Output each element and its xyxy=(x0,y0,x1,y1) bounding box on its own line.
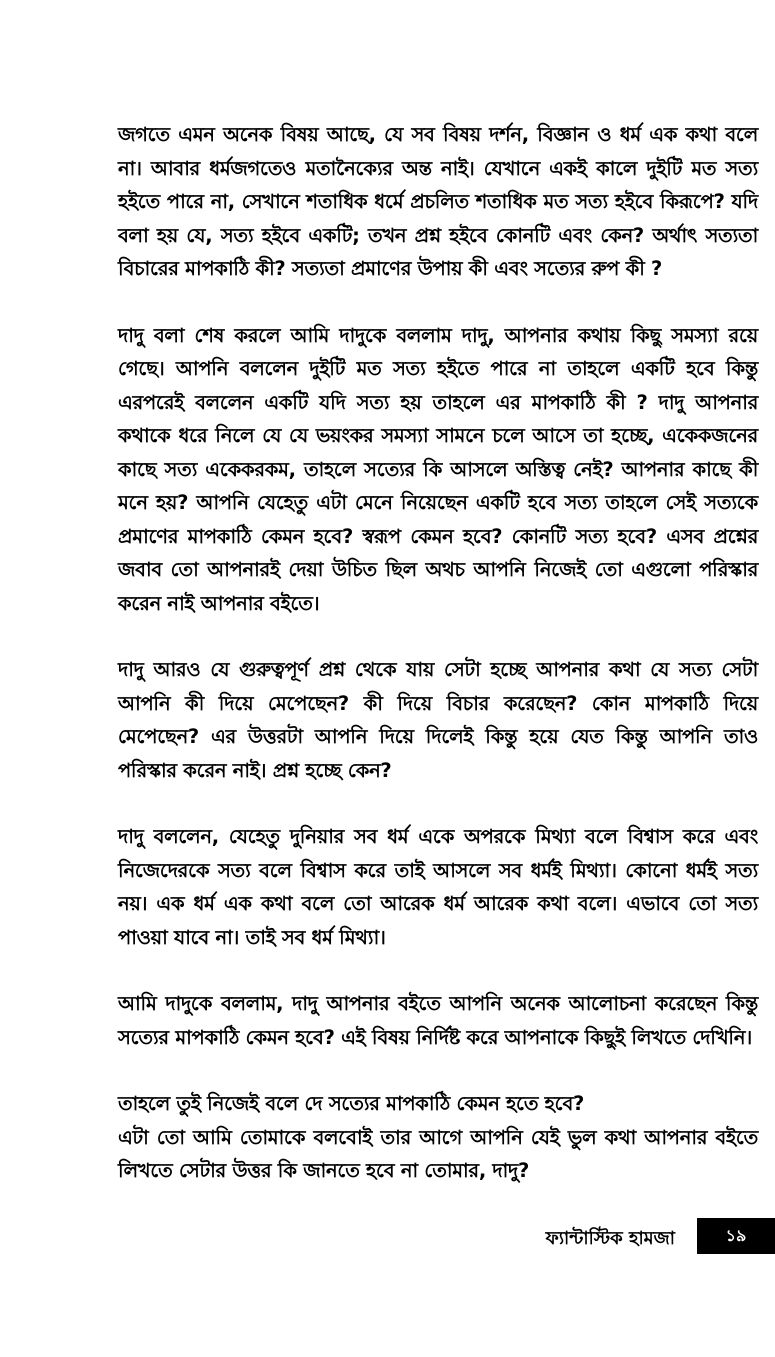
page-footer xyxy=(0,1218,775,1258)
paragraph-6: তাহলে তুই নিজেই বলে দে সত্যের মাপকাঠি কেমন হতে হবে? xyxy=(118,1092,585,1115)
paragraph-3: দাদু আরও যে গুরুত্বপূর্ণ প্রশ্ন থেকে যায় সেটা হচ্ছে আপনার কথা যে সত্য সেটা আপনি কী দিয়ে মেপেছেন? কী দিয়ে বিচার করেছেন? কোন মাপকাঠি দিয়ে মেপেছেন? এর উত্তরটা আপনি দিয়ে দিলেই কিন্তু হয়ে যেত কিন্তু আপনি তাও পরিস্কার করেন নাই। প্রশ্ন হচ্ছে কেন? xyxy=(118,658,758,782)
paragraph-7: এটা তো আমি তোমাকে বলবোই তার আগে আপনি যেই ভুল কথা আপনার বইতে লিখতে সেটার উত্তর কি জানতে হবে না তোমার, দাদু? xyxy=(118,1125,758,1182)
page-body xyxy=(118,118,758,1221)
paragraph-5: আমি দাদুকে বললাম, দাদু আপনার বইতে আপনি অনেক আলোচনা করেছেন কিন্তু সত্যের মাপকাঠি কেমন হবে? এই বিষয় নির্দিষ্ট করে আপনাকে কিছুই লিখতে দেখিনি। xyxy=(118,992,758,1049)
paragraph-2: দাদু বলা শেষ করলে আমি দাদুকে বললাম দাদু, আপনার কথায় কিছু সমস্যা রয়ে গেছে। আপনি বললেন দুইটি মত সত্য হইতে পারে না তাহলে একটি হবে কিন্তু এরপরেই বললেন একটি যদি সত্য হয় তাহলে এর মাপকাঠি কী ? দাদু আপনার কথাকে ধরে নিলে যে যে ভয়ংকর সমস্যা সামনে চলে আসে তা হচ্ছে, একেকজনের কাছে সত্য একেকরকম, তাহলে সত্যের কি আসলে অস্তিত্ব নেই? আপনার কাছে কী মনে হয়? আপনি যেহেতু এটা মেনে নিয়েছেন একটি হবে সত্য তাহলে সেই সত্যকে প্রমাণের মাপকাঠি কেমন হবে? স্বরূপ কেমন হবে? কোনটি সত্য হবে? এসব প্রশ্নের জবাব তো আপনারই দেয়া উচিত ছিল অথচ আপনি নিজেই তো এগুলো পরিস্কার করেন নাই আপনার বইতে। xyxy=(118,323,758,615)
paragraph-1: জগতে এমন অনেক বিষয় আছে, যে সব বিষয় দর্শন, বিজ্ঞান ও ধর্ম এক কথা বলে না। আবার ধর্মজগতেও মতানৈক্যের অন্ত নাই। যেখানে একই কালে দুইটি মত সত্য হইতে পারে না, সেখানে শতাধিক ধর্মে প্রচলিত শতাধিক মত সত্য হইবে কিরূপে? যদি বলা হয় যে, সত্য হইবে একটি; তখন প্রশ্ন হইবে কোনটি এবং কেন? অর্থাৎ সত্যতা বিচারের মাপকাঠি কী? সত্যতা প্রমাণের উপায় কী এবং সত্যের রুপ কী ? xyxy=(118,123,758,280)
page-number-badge: ১৯ xyxy=(697,1218,775,1254)
paragraph-4: দাদু বললেন, যেহেতু দুনিয়ার সব ধর্ম একে অপরকে মিথ্যা বলে বিশ্বাস করে এবং নিজেদেরকে সত্য বলে বিশ্বাস করে তাই আসলে সব ধর্মই মিথ্যা। কোনো ধর্মই সত্য নয়। এক ধর্ম এক কথা বলে তো আরেক ধর্ম আরেক কথা বলে। এভাবে তো সত্য পাওয়া যাবে না। তাই সব ধর্ম মিথ্যা। xyxy=(118,825,758,949)
book-title: ফ্যান্টাস্টিক হামজা xyxy=(545,1228,675,1249)
